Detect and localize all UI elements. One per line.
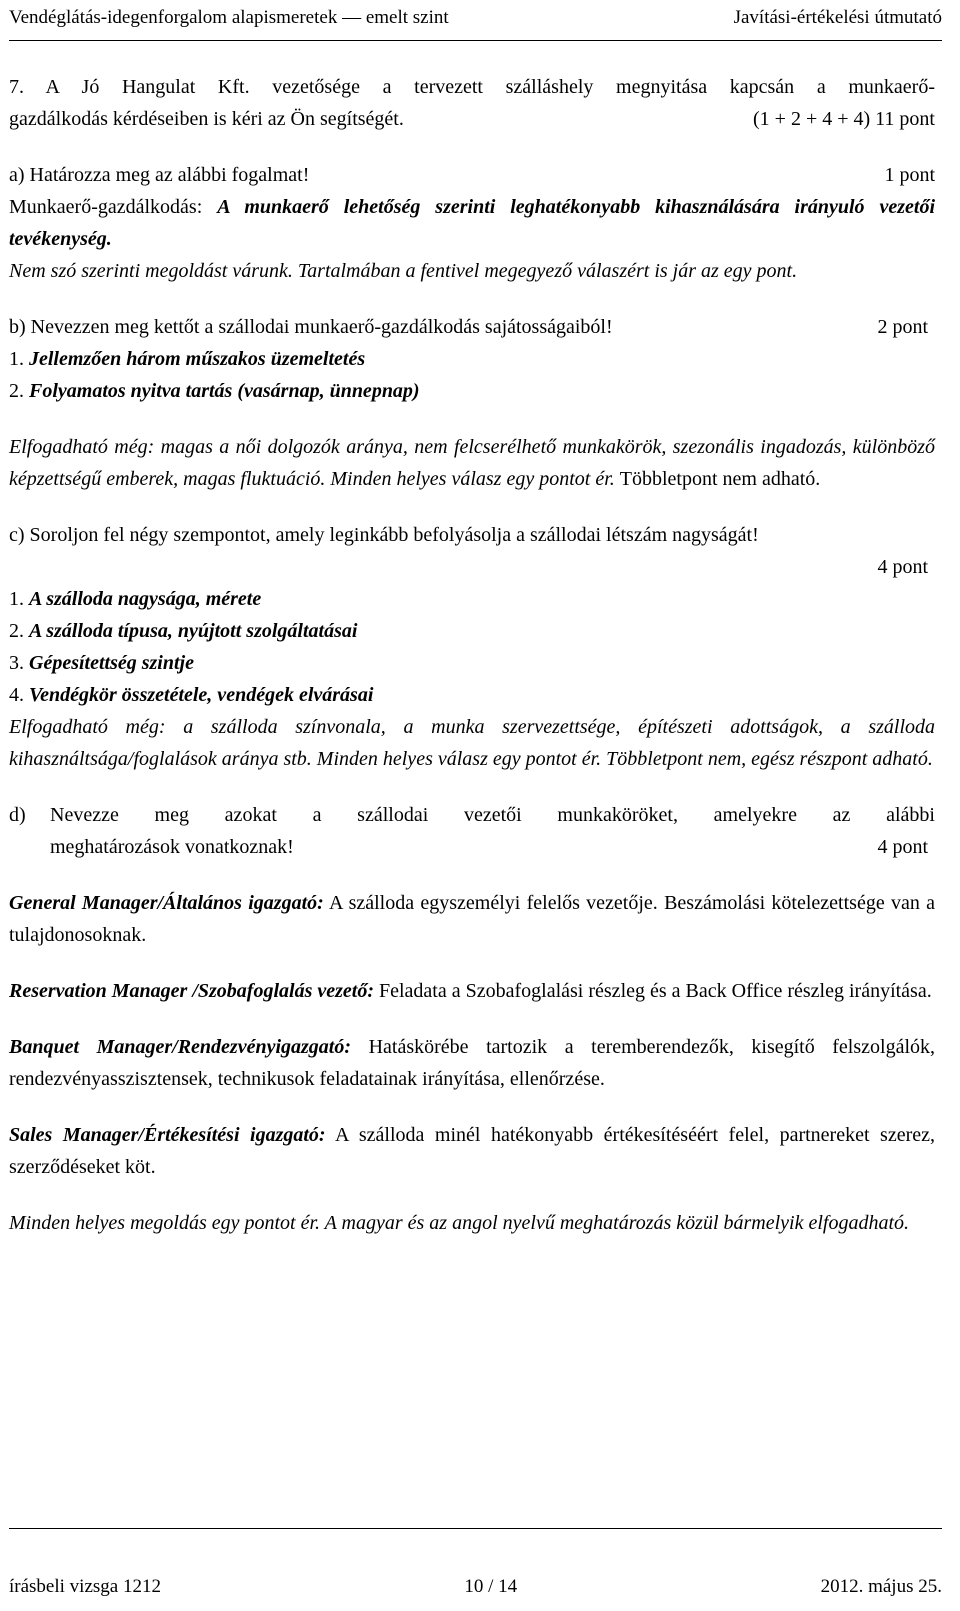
q7d-answer-text: A szálloda egyszemélyi felelős vezetője. Beszámolási kötelezettsége van a tulajdonosoknak. bbox=[9, 892, 935, 946]
q7b-answer-num: 2. bbox=[9, 380, 24, 402]
q7d-answer-text: A szálloda minél hatékonyabb értékesítéséért felel, partnereket szerez, szerződéseket köt. bbox=[9, 1124, 935, 1178]
q7a-term: Munkaerő-gazdálkodás: bbox=[9, 196, 203, 218]
q7-intro-line1: 7. A Jó Hangulat Kft. vezetősége a tervezett szálláshely megnyitása kapcsán a munkaerő- bbox=[9, 76, 935, 98]
q7c-answer-text: A szálloda nagysága, mérete bbox=[29, 588, 262, 610]
running-footer bbox=[9, 1571, 942, 1603]
q7b-question: b) Nevezzen meg kettőt a szállodai munkaerő-gazdálkodás sajátosságaiból! bbox=[9, 316, 613, 338]
footer-page-number: 10 / 14 bbox=[464, 1576, 518, 1597]
q7b-note: Elfogadható még: magas a női dolgozók aránya, nem felcserélhető munkakörök, szezonális ingadozás, különböző képzettségű emberek, magas fluktuáció. Minden helyes válasz egy pontot ér. Többletpont nem adható. bbox=[9, 436, 935, 490]
header-guide-title: Javítási-értékelési útmutató bbox=[733, 7, 942, 28]
q7d-points: 4 pont bbox=[877, 836, 928, 858]
q7b-points: 2 pont bbox=[877, 316, 928, 338]
q7a-points: 1 pont bbox=[884, 164, 935, 186]
q7d-answer-title: Sales Manager/Értékesítési igazgató: bbox=[9, 1124, 326, 1146]
question-7 bbox=[9, 71, 935, 1239]
q7a-question-row bbox=[9, 159, 935, 191]
q7-intro-text: gazdálkodás kérdéseiben is kéri az Ön segítségét. bbox=[9, 108, 404, 130]
q7d-answer-2 bbox=[9, 975, 935, 1007]
footer-date: 2012. május 25. bbox=[820, 1576, 942, 1597]
q7c-points: 4 pont bbox=[877, 556, 928, 578]
q7b-question-row bbox=[9, 311, 935, 343]
q7d-question-line2: meghatározások vonatkoznak! bbox=[50, 836, 294, 858]
q7a-question: a) Határozza meg az alábbi fogalmat! bbox=[9, 164, 310, 186]
q7d-answer-title: General Manager/Általános igazgató: bbox=[9, 892, 324, 914]
q7d-question bbox=[9, 799, 935, 863]
q7b-answer-text: Folyamatos nyitva tartás (vasárnap, ünnepnap) bbox=[29, 380, 420, 402]
header-subject: Vendéglátás-idegenforgalom alapismeretek — emelt szint bbox=[9, 7, 449, 28]
q7-total-points: (1 + 2 + 4 + 4) 11 pont bbox=[753, 108, 935, 130]
header-rule bbox=[9, 40, 942, 41]
q7d-note: Minden helyes megoldás egy pontot ér. A magyar és az angol nyelvű meghatározás közül bármelyik elfogadható. bbox=[9, 1212, 910, 1234]
q7b-answer-2 bbox=[9, 375, 935, 407]
q7b-answer-text: Jellemzően három műszakos üzemeltetés bbox=[29, 348, 366, 370]
q7c-answer-2 bbox=[9, 615, 935, 647]
q7c-answer-num: 4. bbox=[9, 684, 24, 706]
q7b-answer-num: 1. bbox=[9, 348, 24, 370]
q7c-answer-3 bbox=[9, 647, 935, 679]
q7c-answer-num: 3. bbox=[9, 652, 24, 674]
q7a-note: Nem szó szerinti megoldást várunk. Tartalmában a fentivel megegyező válaszért is jár az egy pont. bbox=[9, 260, 798, 282]
footer-rule bbox=[9, 1528, 942, 1529]
q7d-answer-title: Banquet Manager/Rendezvényigazgató: bbox=[9, 1036, 352, 1058]
q7c-answer-num: 1. bbox=[9, 588, 24, 610]
q7c-answer-text: Vendégkör összetétele, vendégek elvárásai bbox=[29, 684, 374, 706]
q7d-question-line1: Nevezze meg azokat a szállodai vezetői munkaköröket, amelyekre az alábbi bbox=[50, 804, 935, 826]
running-header bbox=[9, 2, 942, 32]
q7c-note: Elfogadható még: a szálloda színvonala, a munka szervezettsége, építészeti adottságok, a szálloda kihasználtsága/foglalások aránya stb. Minden helyes válasz egy pontot ér. Többletpont nem, egész részpont adható. bbox=[9, 716, 935, 770]
q7d-label: d) bbox=[9, 804, 26, 826]
q7c-answer-4 bbox=[9, 679, 935, 711]
q7c-answer-text: Gépesítettség szintje bbox=[29, 652, 194, 674]
q7c-answer-1 bbox=[9, 583, 935, 615]
q7d-answer-text: Feladata a Szobafoglalási részleg és a Back Office részleg irányítása. bbox=[379, 980, 932, 1002]
q7d-answer-title: Reservation Manager /Szobafoglalás vezető: bbox=[9, 980, 374, 1002]
q7d-answer-4 bbox=[9, 1119, 935, 1183]
q7c-answer-num: 2. bbox=[9, 620, 24, 642]
q7a-answer bbox=[9, 191, 935, 255]
q7b-answer-1 bbox=[9, 343, 935, 375]
q7c-question: c) Soroljon fel négy szempontot, amely leginkább befolyásolja a szállodai létszám nagyságát! bbox=[9, 524, 759, 546]
q7a-definition: A munkaerő lehetőség szerinti leghatékonyabb kihasználására irányuló vezetői tevékenység. bbox=[9, 196, 935, 250]
footer-exam-code: írásbeli vizsga 1212 bbox=[9, 1576, 161, 1597]
q7d-answer-text: Hatáskörébe tartozik a teremberendezők, kisegítő felszolgálók, rendezvényasszisztensek, technikusok feladatainak irányítása, ellenőrzése. bbox=[9, 1036, 936, 1090]
q7-intro-line2 bbox=[9, 103, 935, 135]
q7d-answer-3 bbox=[9, 1031, 935, 1095]
page bbox=[9, 0, 942, 1611]
q7d-answer-1 bbox=[9, 887, 935, 951]
q7c-answer-text: A szálloda típusa, nyújtott szolgáltatásai bbox=[29, 620, 358, 642]
